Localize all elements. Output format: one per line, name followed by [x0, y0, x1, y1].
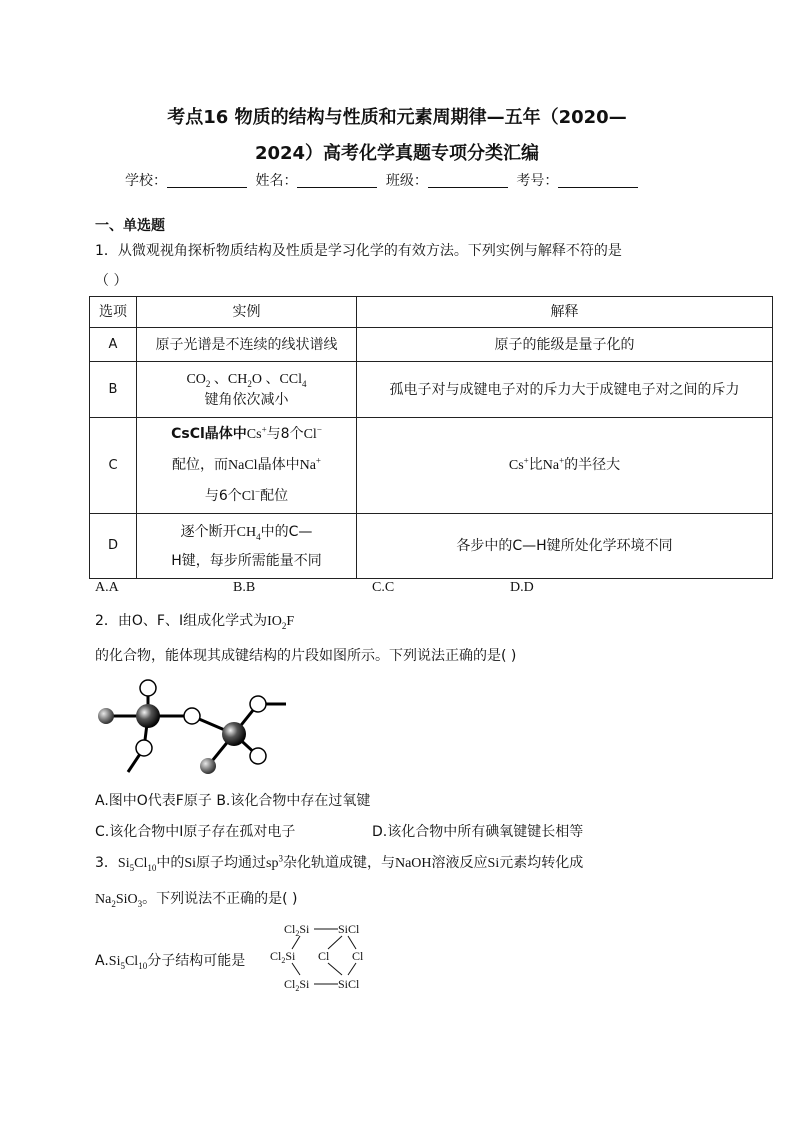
exam-no-field[interactable] — [558, 173, 638, 188]
page-title-line1: 考点16 物质的结构与性质和元素周期律—五年（2020— — [167, 107, 627, 128]
q2-options-row1 — [95, 790, 370, 810]
q2-option-a[interactable]: A.图中O代表F原子 — [95, 793, 212, 809]
table-row — [90, 418, 773, 514]
exam-no-label: 考号： — [516, 173, 559, 189]
q1-table — [89, 296, 773, 579]
atom-f-left — [98, 708, 114, 724]
q3-option-a[interactable]: $A.Si_5Cl_{10}$分子结构可能是 — [95, 953, 246, 971]
row-example: 原子光谱是不连续的线状谱线 — [137, 328, 357, 362]
example-line2: H键，每步所需能量不同 — [171, 552, 322, 569]
info-line — [125, 170, 642, 190]
q1-option-c[interactable]: C.C — [372, 580, 395, 595]
header-example: 实例 — [137, 297, 357, 328]
section-heading: 一、单选题 — [95, 218, 165, 234]
q1-option-d[interactable]: D.D — [510, 580, 534, 595]
q2-option-c[interactable]: C.该化合物中I原子存在孤对电子 — [95, 824, 296, 840]
atom-f-bottom — [200, 758, 216, 774]
atom-o-top — [140, 680, 156, 696]
svg-text:SiCl: SiCl — [338, 922, 360, 936]
row-label: B — [90, 362, 137, 418]
atom-o-right-top — [250, 696, 266, 712]
q1-option-b[interactable]: B.B — [233, 580, 256, 595]
row-label: D — [90, 514, 137, 579]
example-line3: 与6个Cl−配位 — [204, 486, 289, 504]
table-header-row — [90, 297, 773, 328]
class-field[interactable] — [428, 173, 508, 188]
svg-text:Cl2Si: $Cl_2Si$ — [270, 949, 296, 965]
row-example — [137, 514, 357, 579]
row-label: A — [90, 328, 137, 362]
example-text: 键角依次减小 — [204, 391, 289, 408]
svg-text:Cl: Cl — [318, 949, 330, 963]
atom-i-right — [222, 722, 246, 746]
class-label: 班级： — [385, 173, 428, 189]
q1-stem-line2: （ ） — [95, 273, 128, 289]
row-example — [137, 418, 357, 514]
q2-option-b[interactable]: B.该化合物中存在过氧键 — [216, 793, 371, 809]
q3-stem-line2: $Na_2SiO_3$。下列说法不正确的是( ) — [95, 891, 298, 909]
example-line1: 逐个断开$CH_4$中的C— — [180, 523, 313, 542]
q2-stem-line2: 的化合物，能体现其成键结构的片段如图所示。下列说法正确的是( ) — [95, 648, 517, 664]
svg-text:Cl2Si: $Cl_2Si$ — [284, 922, 310, 938]
q2-option-d[interactable]: D.该化合物中所有碘氧键键长相等 — [372, 824, 584, 840]
school-field[interactable] — [167, 173, 247, 188]
school-label: 学校： — [125, 173, 167, 189]
svg-text:SiCl: SiCl — [338, 977, 360, 991]
q3-stem-line1: 3．$Si_5Cl_{10}$中的Si原子均通过$sp^3$杂化轨道成键，与NaOH溶液反应Si元素均转化成 — [95, 853, 584, 873]
q2-molecule-figure — [90, 670, 300, 780]
header-option: 选项 — [90, 297, 137, 328]
row-explain: Cs+比Na+的半径大 — [357, 418, 773, 514]
table-row — [90, 362, 773, 418]
atom-o-right-bottom — [250, 748, 266, 764]
atom-o-bottom — [136, 740, 152, 756]
q1-stem-line1: 1．从微观视角探析物质结构及性质是学习化学的有效方法。下列实例与解释不符的是 — [95, 243, 622, 259]
row-example — [137, 362, 357, 418]
row-label: C — [90, 418, 137, 514]
q3-structure-figure — [268, 917, 378, 993]
molecule-formulas: $CO_2$ 、$CH_2O$ 、CCl$_4$ — [186, 371, 307, 389]
name-field[interactable] — [297, 173, 377, 188]
header-explain: 解释 — [357, 297, 773, 328]
table-row — [90, 328, 773, 362]
svg-text:Cl2Si: $Cl_2Si$ — [284, 977, 310, 993]
q1-option-a[interactable]: A.A — [95, 580, 119, 595]
atom-i-left — [136, 704, 160, 728]
example-line1: CsCl晶体中Cs+与8个Cl− — [171, 424, 322, 442]
row-explain: 原子的能级是量子化的 — [357, 328, 773, 362]
svg-text:Cl: Cl — [352, 949, 364, 963]
table-row — [90, 514, 773, 579]
example-line2: 配位，而NaCl晶体中Na+ — [172, 455, 321, 473]
atom-o-bridge — [184, 708, 200, 724]
page-title-line2: 2024）高考化学真题专项分类汇编 — [254, 143, 540, 164]
row-explain: 各步中的C—H键所处化学环境不同 — [357, 514, 773, 579]
name-label: 姓名： — [255, 173, 298, 189]
q2-stem-line1: 2．由O、F、I组成化学式为$IO_2F$ — [95, 613, 295, 631]
row-explain: 孤电子对与成键电子对的斥力大于成键电子对之间的斥力 — [357, 362, 773, 418]
